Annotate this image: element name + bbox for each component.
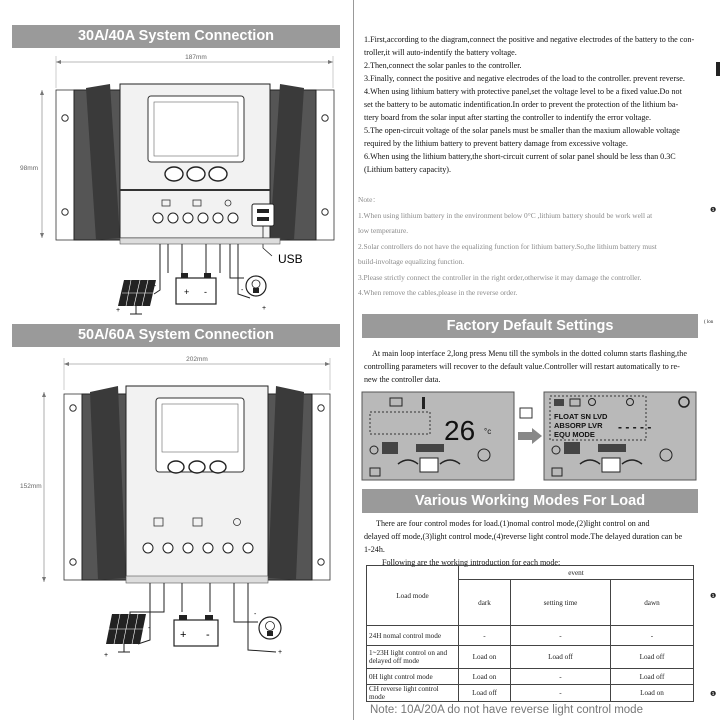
instruction-line: 6.When using the lithium battery,the short-circuit current of solar panel should be less than 0.3C [364, 152, 676, 161]
lamp-icon [259, 617, 281, 639]
mount-hole-icon [322, 115, 328, 121]
controller-button [209, 167, 227, 181]
note-heading: Note： [358, 195, 380, 204]
temp-unit: °c [484, 427, 492, 436]
mount-hole-icon [62, 115, 68, 121]
battery-minus: - [206, 629, 210, 641]
factory-line: At main loop interface 2,long press Menu till the symbols in the dotted column starts flashing,the [372, 349, 687, 358]
instruction-line: ttery board from the solar input after starting the controller to indentify the error voltage. [364, 113, 652, 122]
mount-hole-icon [318, 405, 324, 411]
terminal-screw [163, 543, 173, 553]
lcd-label-1: FLOAT SN LVD [554, 412, 608, 421]
header-event: event [459, 566, 694, 580]
solar-plus: + [104, 652, 109, 659]
solar-minus: - [154, 283, 157, 290]
battery-face-icon [602, 458, 620, 472]
mode-cell: CH reverse light control mode [367, 685, 459, 702]
col-dawn: dawn [611, 580, 694, 626]
factory-line: controlling parameters will recover to the default value.Controller will restart automatically to re- [364, 362, 680, 371]
notes [358, 192, 708, 301]
instructions [364, 33, 709, 176]
temp-reading: 26 [444, 415, 476, 446]
lcd-displays [356, 390, 720, 485]
edge-bar [716, 62, 720, 76]
terminal-screw [213, 213, 223, 223]
lcd-dashes: - - - - - [618, 420, 652, 434]
mount-hole-icon [318, 559, 324, 565]
lcd-label-2: ABSORP LVR [554, 421, 603, 430]
instruction-line: set the battery to be automatic indentification.In order to prevent the protection of the lithium ba- [364, 100, 679, 109]
cell: - [611, 626, 694, 646]
section-50a60a-title: 50A/60A System Connection [12, 324, 340, 347]
load-modes-intro [364, 517, 709, 569]
usb-label: USB [278, 252, 303, 266]
factory-line: new the controller data. [364, 375, 441, 384]
terminal-screw [168, 213, 178, 223]
edge-mark: ( lon [704, 320, 714, 325]
controller-button [210, 461, 226, 473]
terminal-screw [243, 543, 253, 553]
instruction-line: (Lithium battery capacity). [364, 165, 451, 174]
intro-line: 1-24h. [364, 545, 385, 554]
terminal-screw [223, 543, 233, 553]
column-divider [353, 0, 354, 720]
battery-icon [176, 273, 216, 304]
panel-symbol-icon [564, 442, 580, 454]
table-row [367, 685, 694, 702]
section-30a40a-title: 30A/40A System Connection [12, 25, 340, 48]
cell: Load on [459, 646, 511, 669]
width-dim-2: 202mm [186, 356, 208, 363]
height-dim-2: 152mm [20, 483, 42, 490]
controller-50a60a-diagram [0, 350, 352, 720]
note-line: build-involtage equalizing function. [358, 257, 465, 266]
usb-port-icon [252, 204, 274, 226]
instruction-line: 3.Finally, connect the positive and negative electrodes of the load to the controller. prevent reverse. [364, 74, 685, 83]
mount-hole-icon [322, 209, 328, 215]
controller-button [168, 461, 184, 473]
terminal-screw [228, 213, 238, 223]
cell: - [459, 626, 511, 646]
terminal-screw [153, 213, 163, 223]
cell: Load off [611, 669, 694, 685]
factory-text [364, 347, 709, 386]
col-setting-time: setting time [511, 580, 611, 626]
intro-line: delayed off mode,(3)light control mode,(4)reverse light control mode.The delayed duration can be [364, 532, 683, 541]
solar-plus: + [116, 307, 121, 314]
solar-minus: - [148, 625, 151, 632]
cell: - [511, 669, 611, 685]
table-row [367, 626, 694, 646]
cell: Load on [611, 685, 694, 702]
terminal-screw [143, 543, 153, 553]
controller-button [189, 461, 205, 473]
mode-cell: 0H light control mode [367, 669, 459, 685]
header-load-mode: Load mode [367, 566, 459, 626]
cell: - [511, 685, 611, 702]
note-line: 2.Solar controllers do not have the equalizing function for lithium battery.So,the lithium battery must [358, 241, 657, 251]
mount-hole-icon [70, 559, 76, 565]
load-modes-footnote: Note: 10A/20A do not have reverse light control mode [370, 704, 643, 716]
height-dim-1: 98mm [20, 165, 39, 172]
battery-plus: + [180, 629, 187, 641]
solar-panel-icon [118, 280, 156, 314]
lamp-minus: - [254, 611, 257, 618]
solar-panel-icon [106, 614, 146, 652]
factory-default-title: Factory Default Settings [362, 314, 698, 338]
panel-symbol-icon [382, 442, 398, 454]
note-line: 1.When using lithium battery in the environment below 0°C ,lithium battery should be work well at [358, 210, 653, 220]
controller-button [187, 167, 205, 181]
edge-mark: ❶ [710, 690, 717, 698]
controller-30a40a-diagram [0, 48, 352, 338]
battery-icon [174, 615, 218, 646]
mount-hole-icon [62, 209, 68, 215]
lamp-icon [246, 276, 266, 296]
lamp-plus: + [262, 305, 267, 312]
col-dark: dark [459, 580, 511, 626]
right-column [356, 0, 720, 720]
transition-arrow-icon [520, 408, 532, 418]
terminal-screw [183, 213, 193, 223]
terminal-screw [198, 213, 208, 223]
cell: Load off [511, 646, 611, 669]
table-intro: Following are the working introduction for each mode: [382, 558, 561, 567]
cell: Load off [611, 646, 694, 669]
mount-hole-icon [70, 405, 76, 411]
mode-cell: 24H nomal control mode [367, 626, 459, 646]
edge-mark: ❶ [710, 206, 717, 214]
note-line: low temperature. [358, 226, 409, 235]
note-line: 3.Please strictly connect the controller in the right order,otherwise it may damage the controller. [358, 272, 642, 282]
terminal-screw [203, 543, 213, 553]
instruction-line: troller,it will auto-indentify the battery voltage. [364, 48, 517, 57]
controller-button [165, 167, 183, 181]
instruction-line: 2.Then,connect the solar panles to the controller. [364, 61, 522, 70]
cell: - [511, 626, 611, 646]
load-modes-table [366, 565, 694, 702]
lcd-label-3: EQU MODE [554, 430, 595, 439]
edge-mark: ❶ [710, 592, 717, 600]
instruction-line: 4.When using lithium battery with protective panel,set the voltage level to be a fixed value.Do not [364, 87, 682, 96]
instruction-line: 1.First,according to the diagram,connect the positive and negative electrodes of the battery to the con- [364, 35, 695, 44]
table-row [367, 669, 694, 685]
terminal-screw [183, 543, 193, 553]
note-line: 4.When remove the cables,please in the reverse order. [358, 288, 518, 297]
lamp-plus: + [278, 649, 283, 656]
battery-plus: + [184, 287, 190, 297]
load-modes-title: Various Working Modes For Load [362, 489, 698, 513]
battery-minus: - [204, 287, 207, 297]
lamp-minus: - [241, 287, 244, 294]
left-column [0, 0, 352, 720]
instruction-line: required by the lithium battery to prevent battery damage from excessive voltage. [364, 139, 628, 148]
mode-cell: 1~23H light control on and delayed off mode [367, 646, 459, 669]
battery-face-icon [420, 458, 438, 472]
width-dim-1: 187mm [185, 54, 207, 61]
intro-line: There are four control modes for load.(1)nomal control mode,(2)light control on and [376, 519, 650, 528]
table-row [367, 646, 694, 669]
cell: Load off [459, 685, 511, 702]
instruction-line: 5.The open-circuit voltage of the solar panels must be smaller than the maxium allowable voltage [364, 126, 680, 135]
cell: Load on [459, 669, 511, 685]
